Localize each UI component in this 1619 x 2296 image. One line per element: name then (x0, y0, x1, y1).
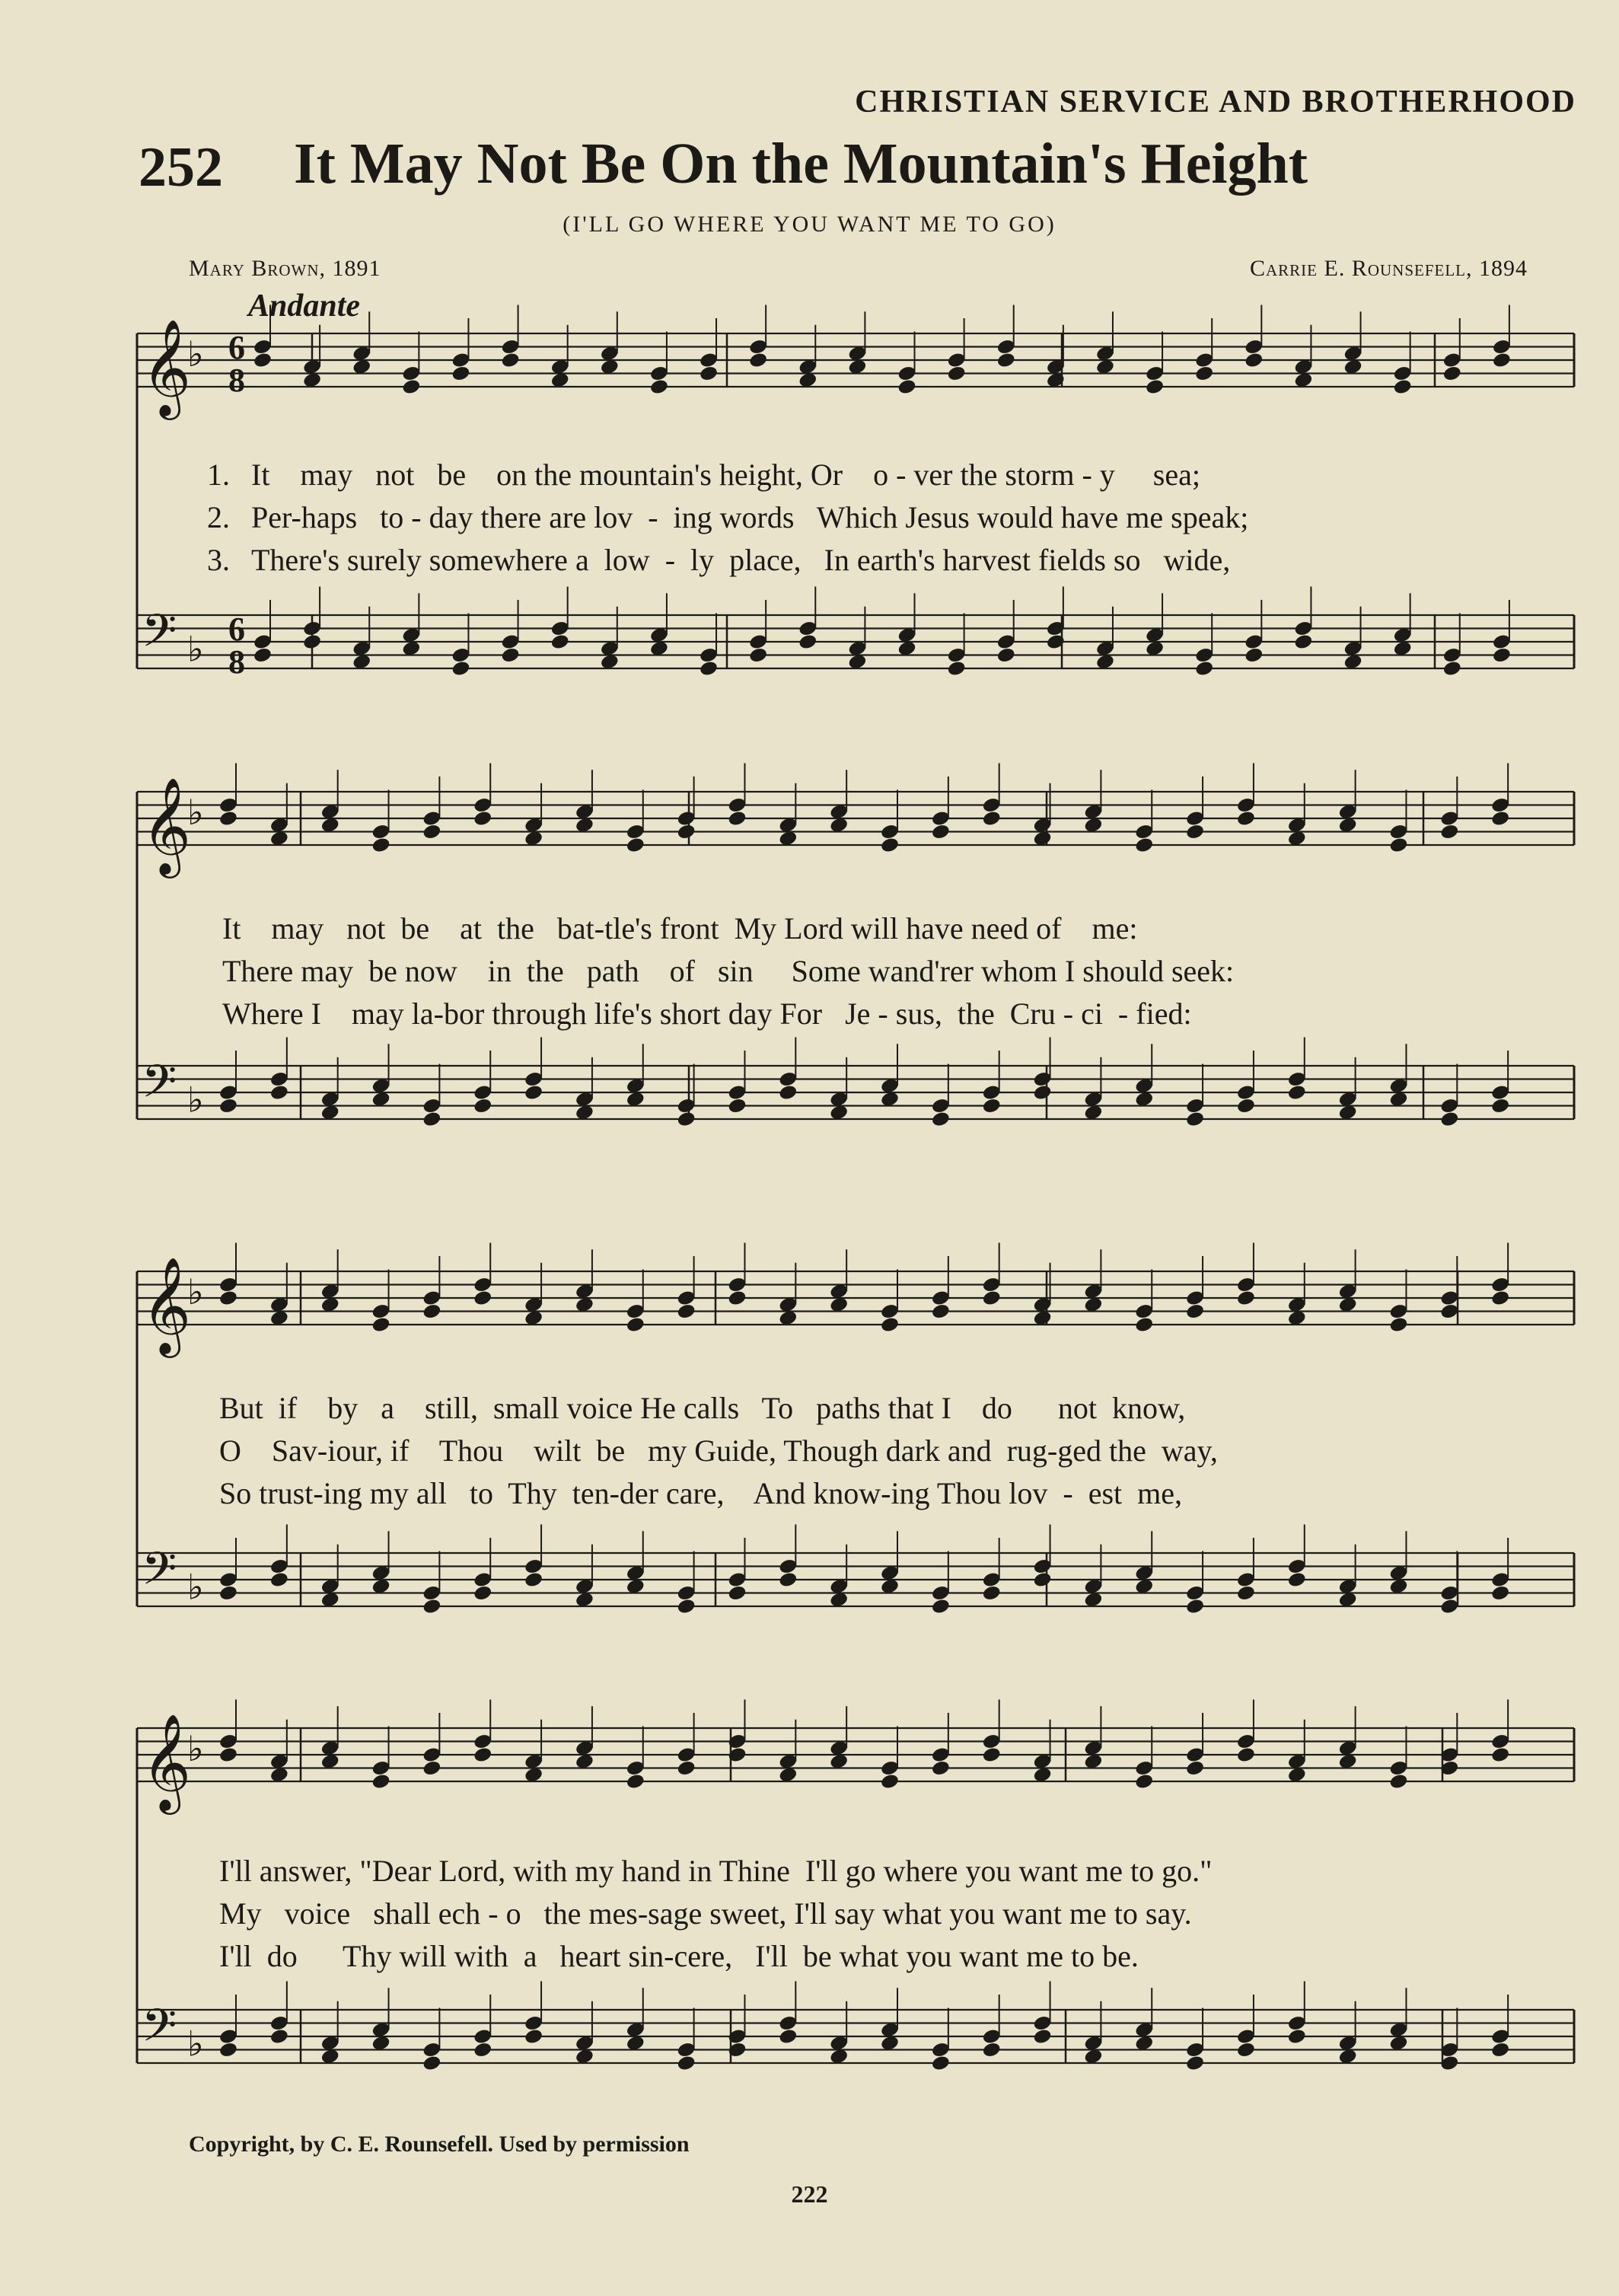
flat-icon: ♭ (187, 792, 204, 833)
note-head (1439, 1303, 1459, 1320)
note-head (218, 1290, 238, 1307)
tempo-marking: Andante (248, 289, 361, 324)
note-head (778, 1084, 798, 1102)
note-head (422, 823, 441, 840)
note-head (218, 1584, 238, 1602)
note-head (1442, 660, 1462, 678)
page-number: 222 (791, 2180, 828, 2208)
note-head (626, 1316, 645, 1334)
note-head (1439, 1598, 1459, 1615)
note-head (880, 1773, 900, 1791)
note-head (1145, 378, 1165, 396)
note-head (677, 2055, 696, 2072)
note-head (1490, 1584, 1510, 1602)
note-head (996, 646, 1016, 664)
note-head (1393, 378, 1413, 396)
treble-clef-icon: 𝄞 (142, 1713, 192, 1810)
note-head (677, 1111, 696, 1128)
note-head (931, 1111, 951, 1128)
note-head (473, 1097, 492, 1115)
note-head (269, 2028, 289, 2046)
note-head (1194, 660, 1214, 678)
note-head (1185, 1303, 1205, 1320)
note-head (1032, 2028, 1052, 2046)
note-head (677, 1759, 696, 1777)
note-head (727, 1584, 747, 1602)
note-head (931, 1598, 951, 1615)
note-head (947, 365, 967, 382)
note-head (1236, 810, 1256, 828)
flat-icon: ♭ (187, 1271, 204, 1312)
note-head (649, 378, 669, 396)
flat-icon: ♭ (187, 2023, 204, 2065)
note-head (1236, 1746, 1256, 1764)
note-head (1134, 837, 1154, 854)
note-head (626, 837, 645, 854)
note-head (931, 1759, 951, 1777)
note-head (371, 1316, 390, 1334)
note-head (422, 1598, 441, 1615)
note-head (1439, 823, 1459, 840)
note-head (727, 810, 747, 828)
lyric-line: O Sav-iour, if Thou wilt be my Guide, Though dark and rug-ged the way, (219, 1433, 1218, 1468)
note-head (798, 633, 817, 651)
lyric-line: There may be now in the path of sin Some wand'rer whom I should seek: (222, 954, 1235, 988)
note-head (677, 823, 696, 840)
note-head (302, 633, 322, 651)
section-header: CHRISTIAN SERVICE AND BROTHERHOOD (855, 85, 1576, 120)
note-head (677, 1598, 696, 1615)
note-head (1185, 1598, 1205, 1615)
note-head (1490, 2041, 1510, 2058)
note-head (1388, 1773, 1408, 1791)
note-head (1439, 1111, 1459, 1128)
lyric-line: I'll answer, "Dear Lord, with my hand in Thine I'll go where you want me to go." (219, 1854, 1213, 1888)
note-head (982, 2041, 1002, 2058)
verse-number-3: 3. (207, 543, 230, 577)
note-head (778, 1571, 798, 1589)
note-head (947, 660, 967, 678)
time-signature-top: 6 (228, 329, 245, 366)
note-head (524, 1084, 543, 1102)
note-head (1032, 1084, 1052, 1102)
note-head (931, 1303, 951, 1320)
copyright-notice: Copyright, by C. E. Rounsefell. Used by permission (189, 2132, 690, 2157)
note-head (422, 2055, 441, 2072)
note-head (1244, 352, 1264, 369)
note-head (1490, 1097, 1510, 1115)
lyric-line: There's surely somewhere a low - ly place, In earth's harvest fields so wide, (251, 543, 1231, 577)
note-head (524, 2028, 543, 2046)
note-head (897, 378, 916, 396)
lyric-line: So trust-ing my all to Thy ten-der care, And know-ing Thou lov - est me, (219, 1476, 1182, 1510)
note-head (269, 1571, 289, 1589)
note-head (218, 1097, 238, 1115)
note-head (253, 352, 272, 369)
note-head (550, 633, 570, 651)
note-head (371, 1773, 390, 1791)
note-head (422, 1759, 441, 1777)
note-head (473, 2041, 492, 2058)
note-head (626, 1773, 645, 1791)
composer-credit: Carrie E. Rounsefell, 1894 (1249, 256, 1528, 281)
note-head (269, 1084, 289, 1102)
note-head (982, 810, 1002, 828)
note-head (1134, 1316, 1154, 1334)
author-credit: Mary Brown, 1891 (189, 256, 381, 281)
note-head (699, 660, 719, 678)
note-head (880, 837, 900, 854)
note-head (1236, 2041, 1256, 2058)
lyric-line: It may not be on the mountain's height, Or o - ver the storm - y sea; (251, 458, 1200, 492)
note-head (1388, 1316, 1408, 1334)
note-head (473, 810, 492, 828)
lyric-line: I'll do Thy will with a heart sin-cere, I'll be what you want me to be. (219, 1939, 1139, 1973)
note-head (1490, 1290, 1510, 1307)
note-head (371, 837, 390, 854)
note-head (501, 352, 521, 369)
note-head (1032, 1571, 1052, 1589)
note-head (748, 646, 768, 664)
note-head (1185, 823, 1205, 840)
note-head (778, 2028, 798, 2046)
flat-icon: ♭ (187, 1079, 204, 1121)
note-head (727, 1097, 747, 1115)
note-head (1293, 633, 1313, 651)
note-head (1185, 1111, 1205, 1128)
note-head (1236, 1290, 1256, 1307)
note-head (1194, 365, 1214, 382)
flat-icon: ♭ (187, 1728, 204, 1769)
bass-clef-icon: 𝄢 (142, 1542, 177, 1606)
note-head (880, 1316, 900, 1334)
note-head (1287, 2028, 1307, 2046)
time-signature-bottom: 8 (228, 643, 245, 681)
note-head (1490, 1746, 1510, 1764)
flat-icon: ♭ (187, 333, 204, 375)
note-head (524, 1571, 543, 1589)
lyric-line: Per-haps to - day there are lov - ing words Which Jesus would have me speak; (251, 500, 1249, 534)
note-head (982, 1290, 1002, 1307)
note-head (451, 365, 470, 382)
treble-clef-icon: 𝄞 (142, 776, 192, 874)
note-head (931, 2055, 951, 2072)
bass-clef-icon: 𝄢 (142, 1054, 177, 1119)
note-head (1492, 646, 1512, 664)
note-head (473, 1290, 492, 1307)
verse-number-1: 1. (207, 458, 230, 492)
verse-number-2: 2. (207, 500, 230, 534)
hymn-number: 252 (139, 136, 223, 199)
note-head (1442, 365, 1462, 382)
note-head (218, 2041, 238, 2058)
bass-clef-icon: 𝄢 (142, 604, 177, 668)
note-head (473, 1746, 492, 1764)
note-head (218, 1746, 238, 1764)
note-head (422, 1111, 441, 1128)
note-head (996, 352, 1016, 369)
note-head (1236, 1097, 1256, 1115)
note-head (253, 646, 272, 664)
lyric-line: Where I may la-bor through life's short day For Je - sus, the Cru - ci - fied: (222, 997, 1192, 1031)
hymn-subtitle: (I'LL GO WHERE YOU WANT ME TO GO) (563, 212, 1056, 237)
note-head (1287, 1571, 1307, 1589)
flat-icon: ♭ (187, 628, 204, 670)
bass-clef-icon: 𝄢 (142, 1998, 177, 2063)
time-signature-top: 6 (228, 611, 245, 648)
note-head (1185, 2055, 1205, 2072)
note-head (1287, 1084, 1307, 1102)
note-head (1185, 1759, 1205, 1777)
note-head (982, 1746, 1002, 1764)
note-head (1492, 352, 1512, 369)
treble-clef-icon: 𝄞 (142, 1256, 192, 1354)
note-head (982, 1584, 1002, 1602)
note-head (699, 365, 719, 382)
note-head (677, 1303, 696, 1320)
treble-clef-icon: 𝄞 (142, 318, 192, 416)
note-head (1236, 1584, 1256, 1602)
note-head (1244, 646, 1264, 664)
note-head (501, 646, 521, 664)
note-head (401, 378, 421, 396)
lyric-line: It may not be at the bat-tle's front My Lord will have need of me: (222, 911, 1138, 946)
note-head (422, 1303, 441, 1320)
note-head (218, 810, 238, 828)
note-head (1490, 810, 1510, 828)
note-head (982, 1097, 1002, 1115)
lyric-line: But if by a still, small voice He calls To paths that I do not know, (219, 1391, 1186, 1425)
note-head (931, 823, 951, 840)
flat-icon: ♭ (187, 1566, 204, 1608)
note-head (1388, 837, 1408, 854)
note-head (748, 352, 768, 369)
lyric-line: My voice shall ech - o the mes-sage sweet, I'll say what you want me to say. (219, 1896, 1192, 1931)
note-head (451, 660, 470, 678)
time-signature-bottom: 8 (228, 362, 245, 399)
hymn-title: It May Not Be On the Mountain's Height (294, 132, 1308, 196)
note-head (473, 1584, 492, 1602)
note-head (1134, 1773, 1154, 1791)
note-head (727, 1290, 747, 1307)
